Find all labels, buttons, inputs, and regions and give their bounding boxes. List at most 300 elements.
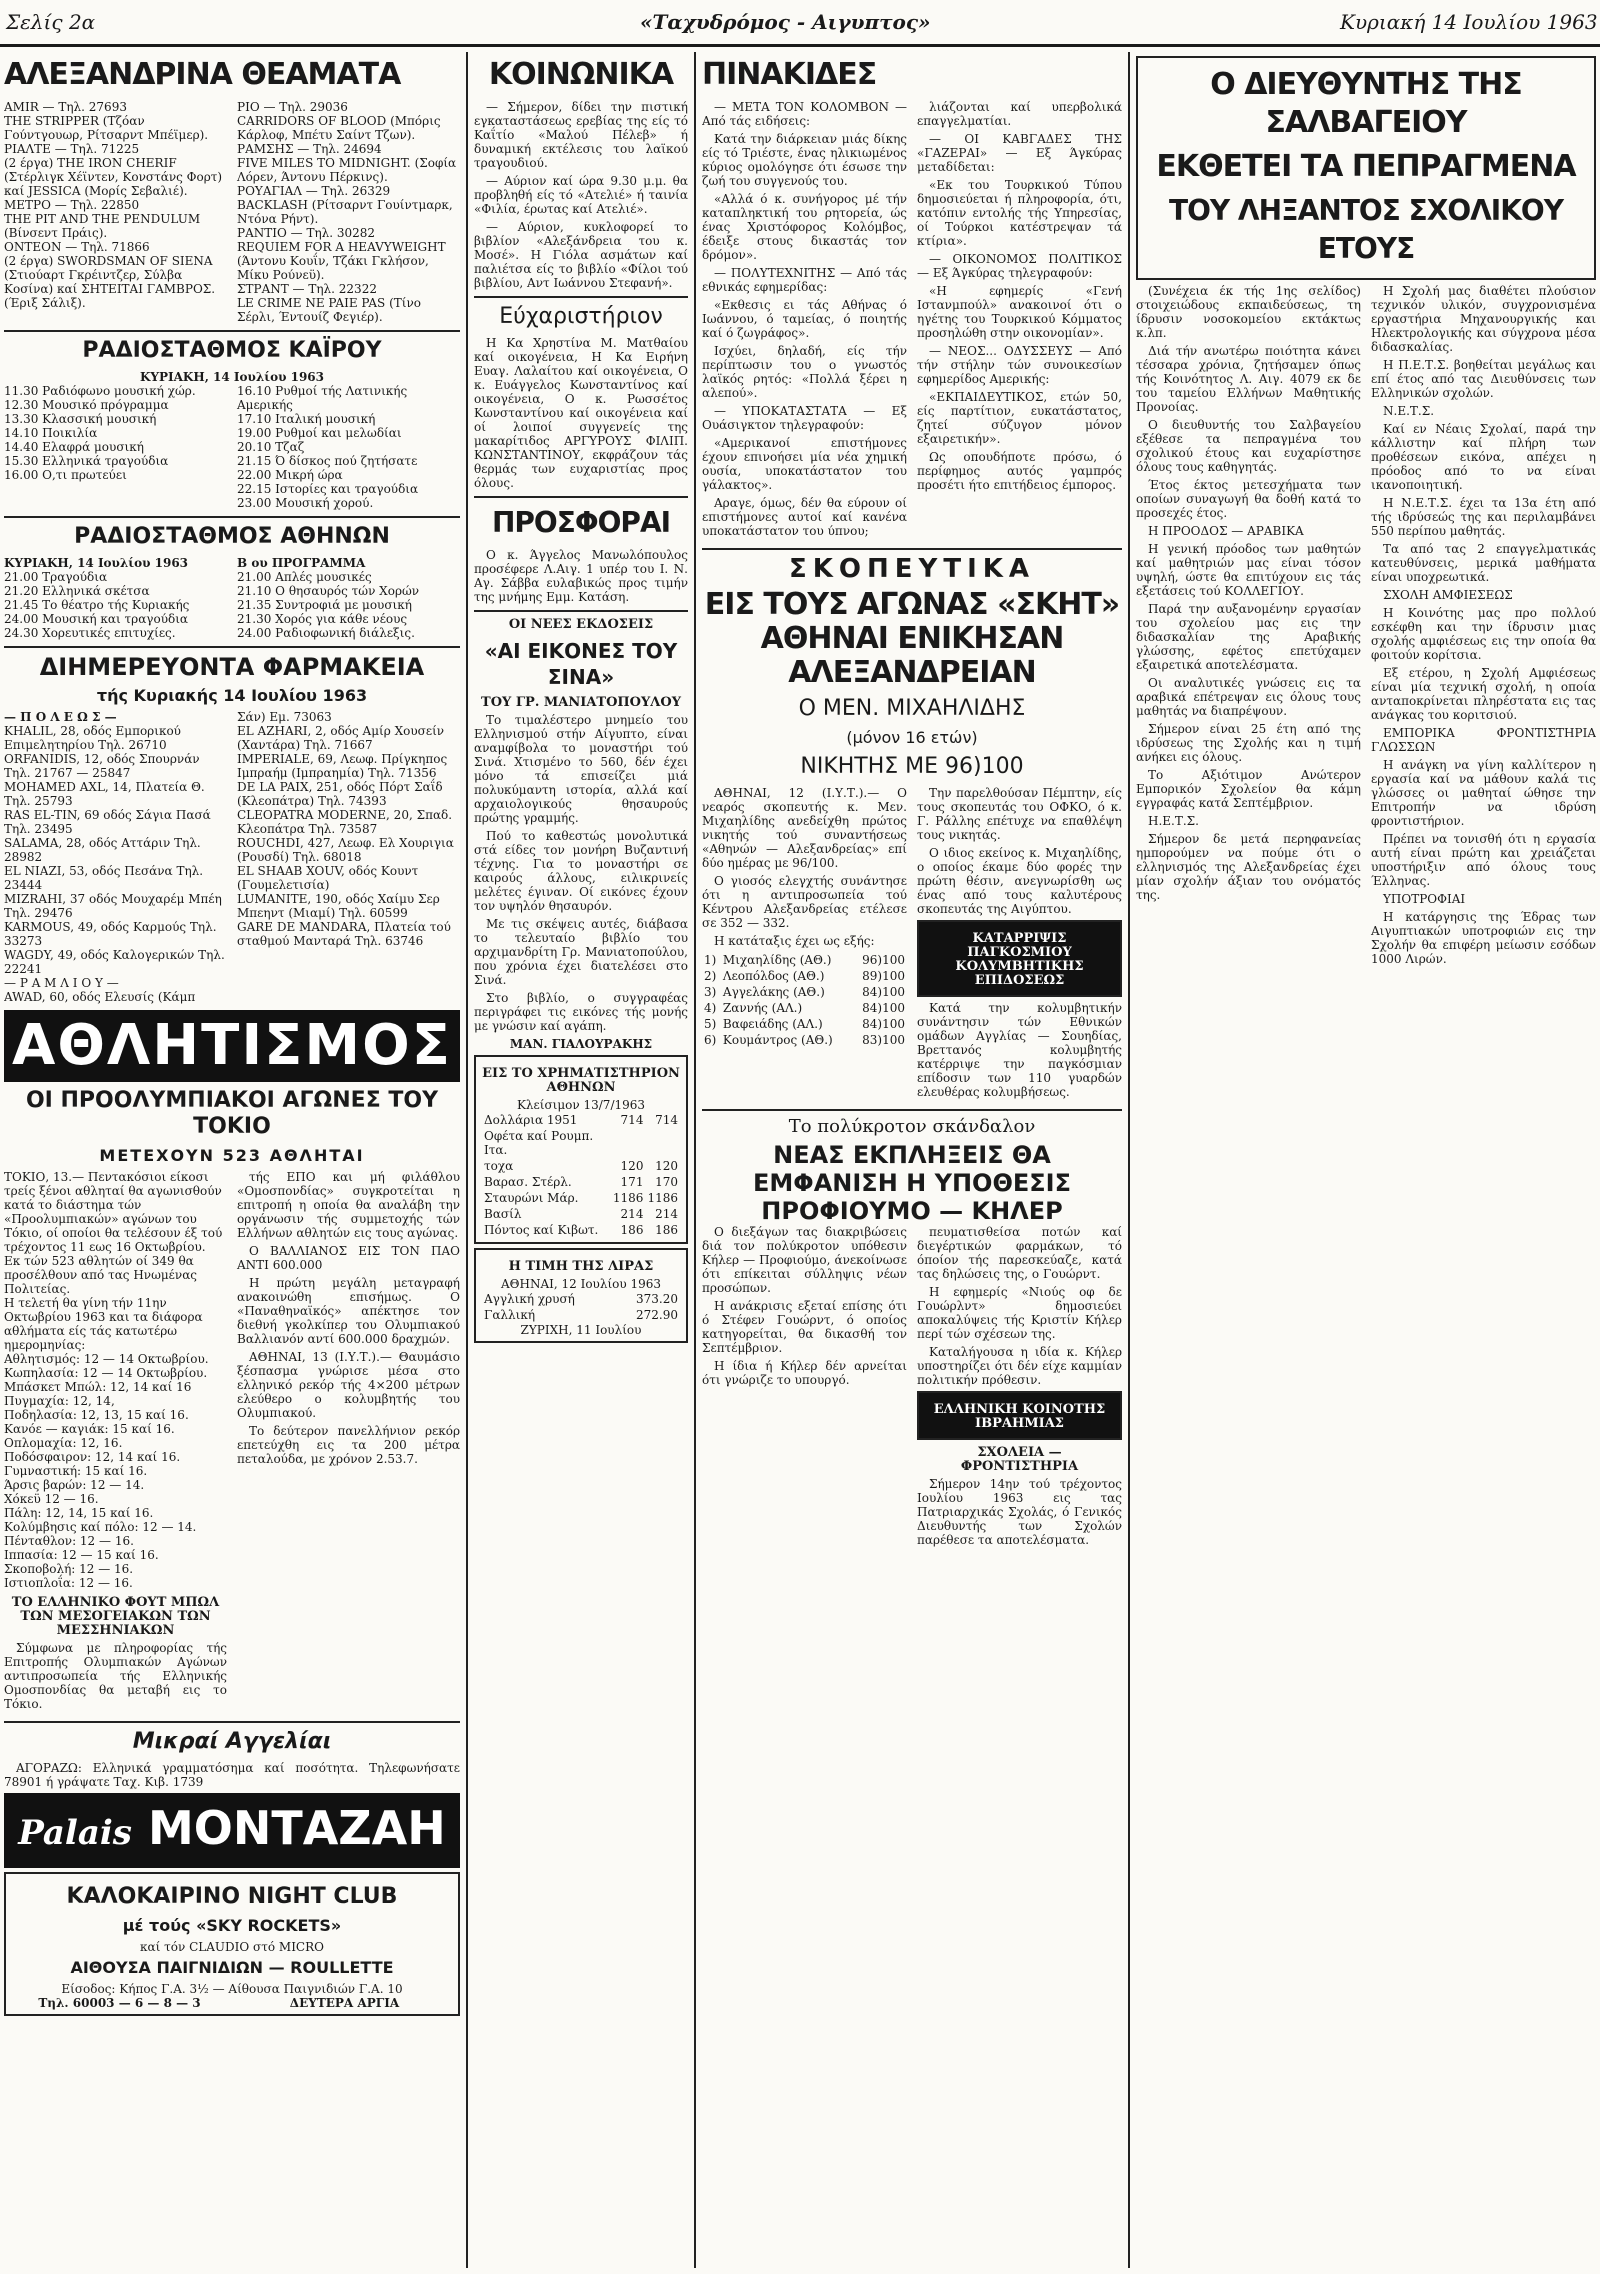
advert-line-entry: Είσοδος: Κήπος Γ.Α. 3½ — Αίθουσα Παιγνιδιών Γ.Α. 10 — [61, 1982, 403, 1996]
listing-line: IMPERIALE, 69, Λεωφ. Πρίγκηπος Ιμπραήμ (Ιμπραημία) Τηλ. 71356 — [237, 752, 448, 780]
listing-line: Οπλομαχία: 12, 16. — [4, 1436, 123, 1450]
book-review-signature: ΜΑΝ. ΓΙΑΛΟΥΡΑΚΗΣ — [509, 1037, 653, 1051]
paragraph: Η Σχολή μας διαθέτει πλούσιον τεχνικόν υλικόν, συγχρονισμένα εργαστήρια Μηχανουργικής και Ηλεκτρολογικής και σύγχρονα μέσα διδασκαλίας. — [1371, 284, 1596, 354]
montazah-advert-details — [4, 1872, 460, 2016]
paragraph: Την παρελθούσαν Πέμπτην, είς τους σκοπευτάς του ΟΦΚΟ, ό κ. Γ. Ράλλης επέτυχε να επαθλέψη τους νικητάς. — [917, 786, 1122, 842]
paragraph: πευματισθείσα ποτών καί διεγέρτικών φαρμάκων, τό όποίον τής παρεσκεύαζε, κατά τας δηλώσεις της, ο Γουώρντ. — [917, 1225, 1122, 1281]
table-cell: Αγγλική χρυσή — [484, 1292, 575, 1306]
notices-article — [702, 100, 1122, 542]
paragraph: Καταλήγουσα η ιδία κ. Κήλερ υποστηρίζει ότι δέν είχε καμμίαν πολιτικήν πρόθεσιν. — [917, 1345, 1122, 1387]
table-cell: 272.90 — [636, 1308, 678, 1322]
listing-line: KARMOUS, 49, οδός Καρμούς Τηλ. 33273 — [4, 920, 217, 948]
table-row — [702, 984, 907, 1000]
radio-athens-date: ΚΥΡΙΑΚΗ, 14 Ιουλίου 1963 — [4, 556, 189, 570]
table-cell: 4) — [704, 1001, 717, 1015]
column-salvagos-school — [1136, 52, 1596, 2268]
paragraph: — Σήμερον, δίδει την πιστική εγκαταστάσεως ερεβίας της είς τό Καΐτίο «Μαλού Πέλεβ» ή δυναμική εκτέλεσις του λαϊκού τραγουδιού. — [474, 100, 688, 170]
paragraph: Η εφημερίς «Νιούς οφ δε Γουώρλντ» δημοσιεύει αποκαλύψεις τής Κριστίν Κήλερ περί τών σχέσεων της. — [917, 1285, 1122, 1341]
divider — [4, 646, 460, 648]
sports-banner: ΑΘΛΗΤΙΣΜΟΣ — [4, 1010, 460, 1082]
paragraph: Με τις σκέψεις αυτές, διάβασα το τελευταίο βιβλίο του αρχιμανδρίτη Γρ. Μανιατοπούλου, που χρόνια έχει διατελέσει στο Σινά. — [474, 917, 688, 987]
paragraph: τής ΕΠΟ και μή φιλάθλου «Ομοσπονδίας» συγκροτείται η επιτροπή η οποία θα αναλάβη την οργάνωσιν τής συμμετοχής τών Ελλήνων αθλητών εις τους αγώνας. — [237, 1170, 460, 1240]
advert-line-casino: ΑΙΘΟΥΣΑ ΠΑΙΓΝΙΔΙΩΝ — ROULLETTE — [70, 1958, 394, 1977]
listing-line: Σάν) Εμ. 73063 — [237, 710, 332, 724]
listing-line: Άρσις βαρών: 12 — 14. — [4, 1478, 145, 1492]
table-cell: 5) — [704, 1017, 717, 1031]
listing-line: 21.00 Απλές μουσικές — [237, 570, 372, 584]
table-cell: Οφέτα καί Ρουμπ. Ιτα. — [484, 1129, 594, 1157]
divider — [4, 516, 460, 518]
new-books-label: ΟΙ ΝΕΕΣ ΕΚΔΟΣΕΙΣ — [508, 617, 654, 632]
advert-line-claudio: καί τόν CLAUDIO στό MICRO — [140, 1940, 324, 1954]
table-row — [482, 1206, 680, 1222]
table-cell: 84)100 — [862, 1001, 905, 1015]
theatres-heading: ΑΛΕΞΑΝΔΡΙΝΑ ΘΕΑΜΑΤΑ — [4, 57, 401, 92]
table-cell: 186 — [655, 1223, 678, 1237]
table-cell: Βαφειάδης (ΑΛ.) — [722, 1017, 823, 1031]
salvagos-article-left — [1136, 284, 1361, 970]
table-cell: 171 — [620, 1175, 644, 1189]
table-cell: 186 — [620, 1223, 644, 1237]
paragraph: — ΜΕΤΑ ΤΟΝ ΚΟΛΟΜΒΟΝ — Από τάς ειδήσεις: — [702, 100, 907, 128]
listing-line: EL NIAZI, 53, οδός Πεσάνα Τηλ. 23444 — [4, 864, 204, 892]
listing-line: 16.00 Ο,τι πρωτεύει — [4, 468, 127, 482]
table-row — [702, 1000, 907, 1016]
paragraph: Έτος έκτος μετεσχήματα των οποίων συναγωγή θα δοθή κατά το προσεχές έτος. — [1136, 478, 1361, 520]
paragraph: Σήμερον δε μετά περηφανείας ημπορούμεν να πούμε ότι ο ελληνισμός της Αλεξανδρείας έχει μίαν σχολήν άξιαν του ονόματός της. — [1136, 832, 1361, 902]
scandal-left — [702, 1225, 907, 1551]
listing-line: EL AZHARI, 2, οδός Αμίρ Χουσείν (Χαντάρα) Τηλ. 71667 — [237, 724, 445, 752]
newspaper-name: «Ταχυδρόμος - Αιγυπτος» — [640, 10, 931, 34]
salvagos-headline-3: ΤΟΥ ΛΗΞΑΝΤΟΣ ΣΧΟΛΙΚΟΥ ΕΤΟΥΣ — [1169, 194, 1563, 265]
swimming-record-box — [917, 920, 1122, 997]
paragraph: Η πρώτη μεγάλη μεταγραφή ανακοινώθη επισήμως. Ο «Παναθηναϊκός» απέκτησε τον διεθνή γκολκίπερ του Ολυμπιακού Βαλλιανόν αντί 600.000 δραχμών. — [237, 1276, 460, 1346]
column-social — [474, 52, 688, 2268]
paragraph: Πού το καθεστώς μονολυτικά στά είδες τον μονήρη Βυζαντινή τέχνης. Για το μοναστήρι σε καιρούς άλλους, ειλικρινείς μελέτες έγιναν. Οί εικόνες έχουν τον υψηλόν θησαυρόν. — [474, 829, 688, 913]
paragraph: ΑΘΗΝΑΙ, 12 (Ι.Υ.Τ.).— Ο νεαρός σκοπευτής κ. Μεν. Μιχαηλίδης ανεδείχθη πρώτος νικητής τού συναντήσεως «Αθηνών — Αλεξανδρείας» επί δύο ημέρας με 96/100. — [702, 786, 907, 870]
listing-line: Εκ τών 523 αθλητών οί 349 θα προσέλθουν από τας Ηνωμένας Πολιτείας. — [4, 1254, 198, 1296]
classifieds-text: ΑΓΟΡΑΖΩ: Ελληνικά γραμματόσημα καί ποσότητα. Τηλεφωνήσατε 78901 ή γράψατε Ταχ. Κιβ. 1739 — [4, 1761, 460, 1789]
paragraph: Η ΠΡΟΟΔΟΣ — ΑΡΑΒΙΚΑ — [1148, 524, 1304, 538]
paragraph: «Αμερικανοί επιστήμονες έχουν επινοήσει μία νέα χημική ουσία, υποκατάστατον του γάλακτος». — [702, 436, 907, 492]
table-cell: Αγγελάκης (ΑΘ.) — [722, 985, 825, 999]
table-cell: Βαρασ. Στέρλ. — [484, 1175, 572, 1189]
salvagos-article — [1136, 284, 1596, 970]
pharmacy-heading: ΔΙΗΜΕΡΕΥΟΝΤΑ ΦΑΡΜΑΚΕΙΑ — [39, 653, 425, 681]
paragraph: Η Π.Ε.Τ.Σ. βοηθείται μεγάλως και επί έτος από τας Διευθύνσεις των Ελληνικών σχολών. — [1371, 358, 1596, 400]
divider — [474, 296, 688, 298]
listing-line: KHALIL, 28, οδός Εμπορικού Επιμελητηρίου Τηλ. 26710 — [4, 724, 181, 752]
paragraph: Η ανάκρισις εξεταί επίσης ότι ό Στέφεν Γουώρντ, ό οποίος κατηγορείται, θα δικασθή τον Σεπτέμβριον. — [702, 1299, 907, 1355]
school-text: Σήμερον 14ην τού τρέχοντος Ιουλίου 1963 εις τας Πατριαρχικάς Σχολάς, ό Γενικός Διευθυντής των Σχολών παρέθεσε τα αποτελέσματα. — [917, 1477, 1122, 1547]
radio-athens-program: Β ου ΠΡΟΓΡΑΜΜΑ — [237, 556, 366, 570]
table-cell: Ζαννής (ΑΛ.) — [722, 1001, 803, 1015]
listing-line: FIVE MILES TO MIDNIGHT. (Σοφία Λόρεν, Άντονυ Πέρκινς). — [237, 156, 457, 184]
paragraph: Η κατάταξις έχει ως εξής: — [714, 934, 875, 948]
listing-line: WAGDY, 49, οδός Καλογερικών Τηλ. 22241 — [4, 948, 225, 976]
divider — [474, 496, 688, 498]
divider — [702, 548, 1122, 550]
social-text — [474, 100, 688, 290]
sports-article-left — [4, 1170, 227, 1590]
column-rule — [1128, 52, 1130, 2268]
paragraph: Ως οπουδήποτε πρόσω, ό περίφημος αυτός γαμπρός προσέτι ήτο επιτήδειος έμπορος. — [917, 450, 1122, 492]
listing-line: GARE DE MANDARA, Πλατεία τού σταθμού Μανταρά Τηλ. 63746 — [237, 920, 451, 948]
table-cell: Πόντος καί Κιβωτ. — [484, 1223, 599, 1237]
gold-price-box — [474, 1248, 688, 1343]
theatres-left — [4, 100, 227, 324]
listing-line: 20.10 Τζαζ — [237, 440, 305, 454]
school-subheading: ΣΧΟΛΕΙΑ — ΦΡΟΝΤΙΣΤΗΡΙΑ — [960, 1445, 1079, 1474]
listing-line: LUMANITE, 190, οδός Χαίμυ Σερ Μπεηντ (Μιαμί) Τηλ. 60599 — [237, 892, 440, 920]
listing-line: Χόκεϋ 12 — 16. — [4, 1492, 99, 1506]
advert-line-band: μέ τούς «SKY ROCKETS» — [122, 1916, 342, 1935]
page-number: Σελίς 2α — [6, 10, 96, 34]
paragraph: Η Κοινότης μας προ πολλού εσκέφθη και την ίδρυσιν μιας σχολής αμφιέσεως εις την οποία θα φοιτούν κορίτσια. — [1371, 606, 1596, 662]
listing-line: 21.35 Συντροφιά με μουσική — [237, 598, 412, 612]
listing-line: — Ρ Α Μ Λ Ι Ο Υ — — [4, 976, 119, 990]
table-cell: 120 — [620, 1159, 644, 1173]
radio-cairo-listing — [4, 384, 460, 510]
listing-line: Μπάσκετ Μπώλ: 12, 14 καί 16 — [4, 1380, 192, 1394]
table-row — [482, 1128, 680, 1158]
shooting-headline-1: ΕΙΣ ΤΟΥΣ ΑΓΩΝΑΣ «ΣΚΗΤ» — [704, 587, 1120, 622]
listing-line: Κανόε — καγιάκ: 15 καί 16. — [4, 1422, 175, 1436]
book-author: ΤΟΥ ΓΡ. ΜΑΝΙΑΤΟΠΟΥΛΟΥ — [481, 695, 681, 710]
table-cell: Γαλλική — [484, 1308, 536, 1322]
stock-exchange-date: Κλείσιμον 13/7/1963 — [516, 1098, 646, 1112]
pharmacy-listing — [4, 710, 460, 1004]
paragraph: — ΠΟΛΥΤΕΧΝΙΤΗΣ — Από τάς εθνικάς εφημερίδας: — [702, 266, 907, 294]
paragraph: Ο διεξάγων τας διακριβώσεις διά τον πολύκροτον υπόθεσιν Κήλερ — Προφιούμο, άνεκοίνωσε ότι επίκειται σύλληψις νέων προσώπων. — [702, 1225, 907, 1295]
paragraph: Το τιμαλέστερο μνημείο του Ελληνισμού στήν Αίγυπτο, είναι αναμφίβολα το μοναστήρι τού Σινά. Χτισμένο το 560, δέν έχει μόνο τά επισείζει μιά πολυκύμαντη ιστορία, αλλά καί αρχαιολογικούς θησαυρούς πρώτης γραμμής. — [474, 713, 688, 825]
salvagos-headline-box — [1136, 56, 1596, 280]
table-cell: Σταυρώνι Μάρ. — [484, 1191, 579, 1205]
paragraph: Κατά την διάρκειαν μιάς δίκης είς τό Τριέστε, ένας ηλικιωμένος κύριος ομολόγησε ότι έσωσε την ζωή του συγγενούς του. — [702, 132, 907, 188]
paragraph: Ισχύει, δηλαδή, είς τήν περίπτωσιν του ο γνωστός λαϊκός ρητός: «Πολλά ξέρει η αλεπού». — [702, 344, 907, 400]
listing-line: 11.30 Ραδιόφωνο μουσική χώρ. — [4, 384, 196, 398]
divider — [4, 1721, 460, 1723]
paragraph: Ο γιοσός ελεγχτής συνάντησε ότι η αντιπροσωπεία τού Κέντρου Αλεξανδρείας ετέλεσε σε 352 — 332. — [702, 874, 907, 930]
gold-price-date: ΑΘΗΝΑΙ, 12 Ιουλίου 1963 — [500, 1277, 662, 1291]
listing-line: BACKLASH (Ρίτσαρντ Γουίντμαρκ, Ντόνα Ρήντ). — [237, 198, 453, 226]
paragraph: — ΟΙΚΟΝΟΜΟΣ ΠΟΛΙΤΙΚΟΣ — Εξ Άγκύρας τηλεγραφούν: — [917, 252, 1122, 280]
notices-right — [917, 100, 1122, 542]
table-row — [482, 1291, 680, 1307]
column-notices — [702, 52, 1122, 2268]
listing-line: Ποδηλασία: 12, 13, 15 καί 16. — [4, 1408, 189, 1422]
social-heading: ΚΟΙΝΩΝΙΚΑ — [488, 57, 674, 92]
listing-line: Ιστιοπλοΐα: 12 — 16. — [4, 1576, 133, 1590]
listing-line: Πάλη: 12, 14, 15 καί 16. — [4, 1506, 154, 1520]
listing-line: Κολύμβησις καί πόλο: 12 — 14. — [4, 1520, 197, 1534]
paragraph: Ο διευθυντής του Σαλβαγείου εξέθεσε τα πεπραγμένα του σχολικού έτους και ευχαρίστησε όλους τους καθηγητάς. — [1136, 418, 1361, 474]
listing-line: 21.20 Ελληνικά σκέτσα — [4, 584, 150, 598]
listing-line: 16.10 Ρυθμοί τής Λατινικής Αμερικής — [237, 384, 408, 412]
paragraph: — Αύριον, κυκλοφορεί το βιβλίον «Αλεξάνδρεια του κ. Μοσέ». Η Γιόλα ασμάτων καί παλιέτσα είς το βιβλίο «Φίλοι τού βιβλίου, Αντ Ιωάννου Στεφανή». — [474, 220, 688, 290]
listing-line: 21.00 Τραγούδια — [4, 570, 108, 584]
paragraph: Πρέπει να τονισθή ότι η εργασία αυτή είναι πρώτη και χρειάζεται υποστήριξιν από όλους τους Έλληνας. — [1371, 832, 1596, 888]
paragraph: Διά τήν ανωτέρω ποιότητα κάνει τέσσαρα χρόνια, ζητήσαμεν όπως τής Κοινότητος Λ. Αιγ. 4079 εκ δε του ταμείου Ελλήνων Μαθητικής Προνοίας. — [1136, 344, 1361, 414]
table-cell: 2) — [704, 969, 717, 983]
table-cell: 714 — [620, 1113, 644, 1127]
radio-athens-dates — [4, 556, 460, 570]
listing-line: (2 έργα) SWORDSMAN OF SIENA (Στιούαρτ Γκρέιντζερ, Σύλβα Κοσίνα) καί ΣΗΤΕΙΤΑΙ ΓΑΜΒΡΟΣ. (Έριξ Σάλιξ). — [4, 254, 216, 310]
salvagos-article-right — [1371, 284, 1596, 970]
listing-line: 17.10 Ιταλική μουσική — [237, 412, 376, 426]
montazah-advert — [4, 1793, 460, 1868]
table-cell: 120 — [655, 1159, 678, 1173]
paragraph: Ν.Ε.Τ.Σ. — [1383, 404, 1435, 418]
listing-line: Πυγμαχία: 12, 14, — [4, 1394, 115, 1408]
radio-cairo-date: ΚΥΡΙΑΚΗ, 14 Ιουλίου 1963 — [139, 370, 324, 384]
radio-athens-left — [4, 570, 227, 640]
table-row — [482, 1307, 680, 1323]
paragraph: — ΝΕΟΣ... ΟΔΥΣΣΕΥΣ — Από τήν στήλην τών συνοικεσίων εφημερίδος Αμερικής: — [917, 344, 1122, 386]
listing-line: 22.15 Ιστορίες και τραγούδια — [237, 482, 419, 496]
table-cell: Δολλάρια 1951 — [484, 1113, 578, 1127]
paragraph: Η κατάργησις της Έδρας των Αιγυπτιακών υποτροφιών εις την Σχολήν θα επιφέρη μείωσιν εσόδων 1000 Λιρών. — [1371, 910, 1596, 966]
listing-line: EL SHAAB XOUV, οδός Κουντ (Γουμελετισία) — [237, 864, 419, 892]
listing-line: 24.00 Μουσική και τραγούδια — [4, 612, 189, 626]
table-cell: Λεοπόλδος (ΑΘ.) — [722, 969, 825, 983]
paragraph: Ο ΒΑΛΛΙΑΝΟΣ ΕΙΣ ΤΟΝ ΠΑΟ ΑΝΤΙ 600.000 — [237, 1244, 460, 1272]
listing-line: 12.30 Μουσικό πρόγραμμα — [4, 398, 169, 412]
paragraph: Το Αξιότιμον Ανώτερον Εμπορικόν Σχολείον θα κάμη εγγραφάς κατά Σεπτέμβριον. — [1136, 768, 1361, 810]
shooting-winner-age: (μόνον 16 ετών) — [846, 728, 978, 747]
sports-headline: ΟΙ ΠΡΟΟΛΥΜΠΙΑΚΟΙ ΑΓΩΝΕΣ ΤΟΥ ΤΟΚΙΟ — [25, 1088, 439, 1139]
listing-line: 14.10 Ποικιλία — [4, 426, 98, 440]
listing-line: ΡΙΟ — Τηλ. 29036 — [237, 100, 348, 114]
thanks-heading: Εύχαριστήριον — [499, 304, 663, 329]
pharmacy-subheading: τής Κυριακής 14 Ιουλίου 1963 — [96, 686, 368, 705]
stock-exchange-heading: ΕΙΣ ΤΟ ΧΡΗΜΑΤΙΣΤΗΡΙΟΝ ΑΘΗΝΩΝ — [482, 1066, 680, 1095]
shooting-results-table — [702, 952, 907, 1048]
gold-price-heading: Η ΤΙΜΗ ΤΗΣ ΛΙΡΑΣ — [508, 1259, 654, 1274]
listing-line: 24.00 Ραδιοφωνική διάλεξις. — [237, 626, 415, 640]
radio-athens-heading: ΡΑΔΙΟΣΤΑΘΜΟΣ ΑΘΗΝΩΝ — [74, 524, 390, 549]
shooting-article-right — [917, 786, 1122, 916]
table-cell: 1186 — [647, 1191, 678, 1205]
paragraph: «ΕΚΠΑΙΔΕΥΤΙΚΟΣ, ετών 50, είς παρτίτιον, ευκατάστατος, ζητεί σύζυγον μόνον εξαιρετικήν». — [917, 390, 1122, 446]
paragraph: — Αύριον καί ώρα 9.30 μ.μ. θα προβληθή είς τό «Ατελιέ» ή ταινία «Φιλία, έρωτας καί Ατελιέ». — [474, 174, 688, 216]
sports-article — [4, 1170, 460, 1715]
table-cell: 373.20 — [636, 1292, 678, 1306]
table-cell: τοχα — [484, 1159, 514, 1173]
listing-line: Κωπηλασία: 12 — 14 Οκτωβρίου. — [4, 1366, 208, 1380]
gold-price-table — [482, 1291, 680, 1323]
radio-cairo-heading: ΡΑΔΙΟΣΤΑΘΜΟΣ ΚΑΪΡΟΥ — [82, 338, 382, 363]
table-cell: Μιχαηλίδης (ΑΘ.) — [722, 953, 832, 967]
table-cell: 96)100 — [862, 953, 905, 967]
table-row — [482, 1190, 680, 1206]
listing-line: THE PIT AND THE PENDULUM (Βίνσεντ Πράις). — [4, 212, 201, 240]
listing-line: 23.00 Μουσική χορού. — [237, 496, 374, 510]
paragraph: Αραγε, όμως, δέν θα εύρουν οί επιστήμονες αυτοί καί κανένα υποκατάστατον του ύπνου; — [702, 496, 907, 538]
community-school-box — [917, 1391, 1122, 1440]
listing-line: LE CRIME NE PAIE PAS (Τίνο Σέρλι, Έντουίζ Φεγιέρ). — [237, 296, 421, 324]
paragraph: Το δεύτερον πανελλήνιον ρεκόρ επετεύχθη εις τα 200 μέτρα πεταλούδα, με χρόνον 2.53.7. — [237, 1424, 460, 1466]
paragraph: — ΥΠΟΚΑΤΑΣΤΑΤΑ — Εξ Ουάσιγκτον τηλεγραφούν: — [702, 404, 907, 432]
shooting-winner-name: Ο ΜΕΝ. ΜΙΧΑΗΛΙΔΗΣ — [798, 696, 1026, 721]
listing-line: (Στέρλιγκ Χέϊντεν, Κονστάνς Φορτ) καί JESSICA (Μορίς Σεβαλιέ). — [4, 170, 223, 198]
radio-athens-listing — [4, 570, 460, 640]
table-cell: 3) — [704, 985, 717, 999]
advert-line-club: ΚΑΛΟΚΑΙΡΙΝΟ NIGHT CLUB — [66, 1884, 398, 1909]
paragraph: Εξ ετέρου, η Σχολή Αμφιέσεως είναι μία τεχνική σχολή, η οποία ανταποκρίνεται πληρέστατα εις τας ανάγκας του κοριτσιού. — [1371, 666, 1596, 722]
listing-line: Αθλητισμός: 12 — 14 Οκτωβρίου. — [4, 1352, 209, 1366]
listing-line: Ποδόσφαιρον: 12, 14 καί 16. — [4, 1450, 181, 1464]
listing-line: ΡΟΥΑΓΙΑΛ — Τηλ. 26329 — [237, 184, 391, 198]
scandal-right — [917, 1225, 1122, 1387]
shooting-article — [702, 786, 1122, 1103]
paragraph: Σήμερον είναι 25 έτη από της ιδρύσεως της Σχολής και η τιμή ανήκει εις όλους. — [1136, 722, 1361, 764]
listing-line: ΡΑΜΣΗΣ — Τηλ. 24694 — [237, 142, 382, 156]
radio-cairo-left — [4, 384, 227, 510]
paragraph: Η Ν.Ε.Τ.Σ. έχει τα 13α έτη από τής ιδρύσεώς της και περιλαμβάνει 550 περίπου μαθητάς. — [1371, 496, 1596, 538]
listing-line: DE LA PAIX, 251, οδός Πόρτ Σαΐδ (Κλεοπάτρα) Τηλ. 74393 — [237, 780, 443, 808]
paragraph: Στο βιβλίο, ο συγγραφέας περιγράφει τις εικόνες τής μονής με γνώσιν καί αγάπη. — [474, 991, 688, 1033]
sports-football-text: Σύμφωνα με πληροφορίας τής Επιτροπής Ολυμπιακών Αγώνων αντιπροσωπεία τής Ελληνικής Ομοσπονδίας θα μεταβή εις το Τόκιο. — [4, 1641, 227, 1711]
table-cell: Κουμάντρος (ΑΘ.) — [722, 1033, 833, 1047]
salvagos-headline-2: ΕΚΘΕΤΕΙ ΤΑ ΠΕΠΡΑΓΜΕΝΑ — [1156, 149, 1576, 184]
table-row — [482, 1222, 680, 1238]
paragraph: ΑΘΗΝΑΙ, 13 (Ι.Υ.Τ.).— Θαυμάσιο ξέσπασμα γνώρισε μέσα στο ελληνικό ρεκόρ τής 4×200 μέτρων ελεύθερο ο κολυμβητής του Ολυμπιακού. — [237, 1350, 460, 1420]
paragraph: «Η εφημερίς «Γενή Ιστανμπούλ» ανακοινοί ότι ο ηγέτης του Τουρκικού Κόμματος προσηλώθη στην οικονομίαν». — [917, 284, 1122, 340]
paragraph: Παρά την αυξανομένην εργασίαν του σχολείου μας εις την διδασκαλίαν της Αραβικής γλώσσης, εφέτος επετύχαμεν εξαιρετικά αποτελέσματα. — [1136, 602, 1361, 672]
listing-line: ORFANIDIS, 12, οδός Σπουρνάν Τηλ. 21767 — 25847 — [4, 752, 200, 780]
notices-heading: ΠΙΝΑΚΙΔΕΣ — [702, 57, 877, 92]
theatres-right — [237, 100, 460, 324]
listing-line: ΜΕΤΡΟ — Τηλ. 22850 — [4, 198, 140, 212]
paragraph: Η ίδια ή Κήλερ δέν αρνείται ότι γνώριζε το υπουργό. — [702, 1359, 907, 1387]
listing-line: REQUIEM FOR A HEAVYWEIGHT (Άντονυ Κουΐν, Τζάκι Γκλήσον, Μίκυ Ρούνεϋ). — [237, 240, 446, 282]
listing-line: ΡΑΝΤΙΟ — Τηλ. 30282 — [237, 226, 376, 240]
table-row — [482, 1112, 680, 1128]
book-review-text — [474, 713, 688, 1033]
paragraph: Τα από τας 2 επαγγελματικάς κατευθύνσεις, μερικά μαθήματα είναι υποχρεωτικά. — [1371, 542, 1596, 584]
table-row — [482, 1174, 680, 1190]
table-cell: 170 — [655, 1175, 678, 1189]
paragraph: λιάζονται καί υπερβολικά επαγγελματίαι. — [917, 100, 1122, 128]
listing-line: 13.30 Κλασσική μουσική — [4, 412, 157, 426]
table-cell: Βασίλ — [484, 1207, 522, 1221]
listing-line: 22.00 Μικρή ώρα — [237, 468, 343, 482]
offers-heading: ΠΡΟΣΦΟΡΑΙ — [491, 506, 671, 539]
table-row — [702, 1032, 907, 1048]
listing-line: Η τελετή θα γίνη τήν 11ην Οκτωβρίου 1963 και τα διάφορα αθλήματα είς τάς κατωτέρω ημερομηνίας: — [4, 1296, 203, 1352]
book-title: «ΑΙ ΕΙΚΟΝΕΣ ΤΟΥ ΣΙΝΑ» — [484, 639, 678, 689]
paragraph: (Συνέχεια έκ τής 1ης σελίδος) στοιχειώδους εκπαιδεύσεως, τη ίδρυσιν νοσοκομείου εκτάκτως κ.λπ. — [1136, 284, 1361, 340]
scandal-headline: ΝΕΑΣ ΕΚΠΛΗΞΕΙΣ ΘΑ ΕΜΦΑΝΙΣΗ Η ΥΠΟΘΕΣΙΣ ΠΡΟΦΙΟΥΜΟ — ΚΗΛΕΡ — [753, 1141, 1071, 1225]
paragraph: Η ανάγκη να γίνη καλλίτερον η εργασία καί να μάθουν καλά τις γλώσσες οι μαθηταί ώθησε την Επιτροπήν να ιδρύση φροντιστήριον. — [1371, 758, 1596, 828]
paragraph: «Αλλά ό κ. συνήγορος μέ τήν καταπληκτική του ρητορεία, ώς ένας Χριστόφορος Κολόμβος, έδειξε στους δικαστάς τον δρόμον». — [702, 192, 907, 262]
listing-line: ΣΤΡΑΝΤ — Τηλ. 22322 — [237, 282, 377, 296]
listing-line: ΤΟΚΙΟ, 13.— Πεντακόσιοι είκοσι τρείς ξένοι αθληταί θα αγωνισθούν κατά το διάστημα τών «Προολυμπιακών» αγώνων του Τόκιο, οί οποίοι θα τελέσουν έξ τού τρέχοντος 11 εως 16 Οκτωβρίου. — [4, 1170, 223, 1254]
listing-line: Ιππασία: 12 — 15 καί 16. — [4, 1548, 159, 1562]
paragraph: Η.Ε.Τ.Σ. — [1148, 814, 1199, 828]
advert-title — [12, 1801, 452, 1860]
listing-line: 21.45 Το θέατρο τής Κυριακής — [4, 598, 190, 612]
listing-line: AWAD, 60, οδός Ελευσίς (Κάμπ — [4, 990, 196, 1004]
shooting-winner-score: ΝΙΚΗΤΗΣ ΜΕ 96)100 — [800, 754, 1024, 779]
paragraph: — ΟΙ ΚΑΒΓΑΔΕΣ ΤΗΣ «ΓΑΖΕΡΑΙ» — Εξ Άγκύρας μεταδίδεται: — [917, 132, 1122, 174]
swimming-record-text: Κατά την κολυμβητικήν συνάντησιν τών Εθνικών ομάδων Αγγλίας — Σουηδίας, Βρεττανός κολυμβητής κατέρριψε την παγκόσμιαν επίδοσιν των 110 γυαρδών ελευθέρας κολυμβήσεως. — [917, 1001, 1122, 1099]
sports-subheadline: ΜΕΤΕΧΟΥΝ 523 ΑΘΛΗΤΑΙ — [99, 1146, 365, 1165]
table-cell: 89)100 — [862, 969, 905, 983]
table-cell — [611, 1128, 646, 1158]
column-rule — [466, 52, 468, 2268]
listing-line: 24.30 Χορευτικές επιτυχίες. — [4, 626, 176, 640]
listing-line: RAS EL-TIN, 69 οδός Σάγια Πασά Τηλ. 23495 — [4, 808, 211, 836]
listing-line: Γυμναστική: 15 καί 16. — [4, 1464, 148, 1478]
paragraph: ΕΜΠΟΡΙΚΑ ΦΡΟΝΤΙΣΤΗΡΙΑ ΓΛΩΣΣΩΝ — [1371, 726, 1596, 754]
listing-line: AMIR — Τηλ. 27693 — [4, 100, 127, 114]
listing-line: SALAMA, 28, οδός Αττάριν Τηλ. 28982 — [4, 836, 201, 864]
divider — [702, 1109, 1122, 1111]
table-cell: 6) — [704, 1033, 717, 1047]
table-cell: 1186 — [612, 1191, 644, 1205]
listing-line: Σκοποβολή: 12 — 16. — [4, 1562, 134, 1576]
listing-line: (2 έργα) THE IRON CHERIF — [4, 156, 177, 170]
paragraph: Καί εν Νέαις Σχολαί, παρά την κάλλιστην καί πλήρη των προθέσεων εικόνα, απέχει η πρόοδος από το να είναι ικανοποιητική. — [1371, 422, 1596, 492]
community-school-heading: ΕΛΛΗΝΙΚΗ ΚΟΙΝΟΤΗΣ ΙΒΡΑΗΜΙΑΣ — [933, 1402, 1106, 1431]
theatres-listing — [4, 100, 460, 324]
issue-date: Κυριακή 14 Ιουλίου 1963 — [1340, 10, 1598, 34]
table-cell: 83)100 — [862, 1033, 905, 1047]
shooting-article-left — [702, 786, 907, 948]
listing-line: 21.30 Χορός για κάθε νέους — [237, 612, 408, 626]
listing-line: 19.00 Ρυθμοί και μελωδίαι — [237, 426, 402, 440]
swimming-record-heading: ΚΑΤΑΡΡΙΨΙΣ ΠΑΓΚΟΣΜΙΟΥ ΚΟΛΥΜΒΗΤΙΚΗΣ ΕΠΙΔΟΣΕΩΣ — [955, 931, 1084, 988]
radio-cairo-right — [237, 384, 460, 510]
radio-athens-right — [237, 570, 460, 640]
listing-line: 14.40 Ελαφρά μουσική — [4, 440, 144, 454]
column-theatres-sports — [4, 52, 460, 2268]
table-cell: 84)100 — [862, 985, 905, 999]
scandal-article — [702, 1225, 1122, 1551]
table-cell: 84)100 — [862, 1017, 905, 1031]
pharmacy-city-label: — Π Ο Λ Ε Ω Σ — — [4, 710, 117, 724]
paragraph: «Εκθεσις ει τάς Αθήνας ό Ιωάννου, ό ταμείας, ό ποιητής καί ό ζωγράφος». — [702, 298, 907, 340]
notices-left — [702, 100, 907, 542]
column-rule — [694, 52, 696, 2268]
table-cell: 1) — [704, 953, 717, 967]
gold-price-zurich: ΖΥΡΙΧΗ, 11 Ιουλίου — [520, 1323, 642, 1337]
paragraph: Η γενική πρόοδος των μαθητών καί μαθητριών μας είναι τόσον υψηλή, ώστε θα επιτύχουν εις τάς εξετάσεις τού ΚΟΛΛΕΓΙΟΥ. — [1136, 542, 1361, 598]
divider — [474, 610, 688, 612]
listing-line: 21.15 Ό δίσκος πού ζητήσατε — [237, 454, 418, 468]
sports-football-heading: ΤΟ ΕΛΛΗΝΙΚΟ ΦΟΥΤ ΜΠΩΛ ΤΩΝ ΜΕΣΟΓΕΙΑΚΩΝ ΤΩΝ ΜΕΣΣΗΝΙΑΚΩΝ — [11, 1595, 220, 1638]
paragraph: Οι αναλυτικές γνώσεις εις τα αραβικά επέτρεψαν εις όλους τους μαθητάς να διαπρέψουν. — [1136, 676, 1361, 718]
listing-line: Πένταθλον: 12 — 16. — [4, 1534, 134, 1548]
advert-brand: Palais — [18, 1813, 132, 1853]
listing-line: CARRIDORS OF BLOOD (Μπόρις Κάρλοφ, Μπέτυ Σαίντ Τζων). — [237, 114, 441, 142]
table-cell: 214 — [620, 1207, 644, 1221]
listing-line: ROUCHDI, 427, Λεωφ. Ελ Χουριγια (Ρουσδί) Τηλ. 68018 — [237, 836, 454, 864]
stock-exchange-box — [474, 1055, 688, 1244]
divider — [4, 330, 460, 332]
listing-line: MOHAMED AXL, 14, Πλατεία Θ. Τηλ. 25793 — [4, 780, 205, 808]
thanks-text: Η Κα Χρηστίνα Μ. Ματθαίου καί οικογένεια, Η Κα Ειρήνη Ευαγ. Λαλαίτου καί οικογένεια, Ο κ. Ευάγγελος Κωνσταντίνος καί οικογένεια, Ο κ. Ρωσσέτος Κωνσταντίνου καί οικογένεια καί οί λοιποί συγγενείς της μακαρίτιδος ΑΡΓΥΡΟΥΣ ΦΙΛΙΠ. ΚΩΝΣΤΑΝΤΙΝΟΥ, εκφράζουν τάς θερμάς των ευχαριστίας προς όλους. — [474, 336, 688, 490]
paragraph: ΥΠΟΤΡΟΦΙΑΙ — [1383, 892, 1466, 906]
listing-line: MIZRAHI, 37 οδός Μουχαρέμ Μπέη Τηλ. 29476 — [4, 892, 222, 920]
advert-phone: Τηλ. 60003 — 6 — 8 — 3 — [38, 1996, 201, 2010]
paragraph: Ο ιδιος εκείνος κ. Μιχαηλίδης, ο οποίος έκαμε δύο φορές την πρώτη θέσιν, ανεγνωρίσθη ως ένας από τους καλυτέρους σκοπευτάς της Αιγύπτου. — [917, 846, 1122, 916]
listing-line: CLEOPATRA MODERNE, 20, Σπαδ. Κλεοπάτρα Τηλ. 73587 — [237, 808, 453, 836]
table-cell: 214 — [655, 1207, 678, 1221]
scandal-kicker: Το πολύκροτον σκάνδαλον — [788, 1116, 1036, 1137]
